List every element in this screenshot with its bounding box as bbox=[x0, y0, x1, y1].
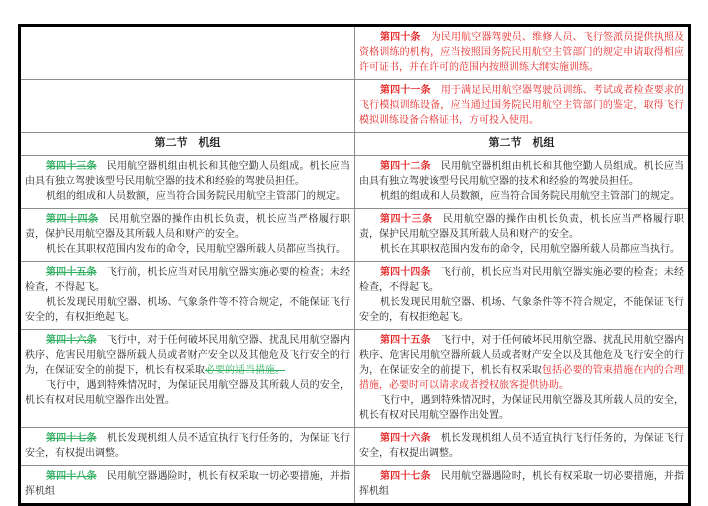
paragraph bbox=[25, 378, 350, 408]
deleted-text: 必要的适当措施。 bbox=[205, 365, 285, 376]
body-text: 机长发现民用航空器、机场、气象条件等不符合规定，不能保证飞行安全的，有权拒绝起飞。 bbox=[25, 297, 350, 323]
article-cell-right bbox=[355, 156, 690, 209]
added-text: 为民用航空器驾驶员、维修人员、飞行签派员提供执照及资格训练的机构，应当按照国务院民用航空主管部门的规定申请取得相应许可证书，并在许可的范围内按照训练大纲实施训练。 bbox=[359, 32, 685, 73]
body-text: 机长发现机组人员不适宜执行飞行任务的，为保证飞行安全，有权提出调整。 bbox=[25, 433, 351, 459]
paragraph bbox=[359, 431, 684, 461]
paragraph bbox=[25, 265, 350, 295]
section-header-row bbox=[20, 133, 690, 156]
article-number-deleted: 第四十五条 bbox=[46, 267, 97, 278]
paragraph bbox=[25, 242, 350, 257]
paragraph bbox=[359, 469, 684, 499]
article-row bbox=[20, 156, 690, 209]
paragraph bbox=[359, 242, 684, 257]
article-cell-left bbox=[20, 209, 355, 262]
article-cell-right bbox=[355, 466, 690, 505]
body-text: 飞行前，机长应当对民用航空器实施必要的检查；未经检查，不得起飞。 bbox=[359, 267, 685, 293]
article-number-deleted: 第四十三条 bbox=[46, 161, 97, 172]
article-row bbox=[20, 80, 690, 133]
article-number-added: 第四十二条 bbox=[380, 161, 431, 172]
law-comparison-table bbox=[18, 24, 691, 506]
body-text: 机长发现机组人员不适宜执行飞行任务的，为保证飞行安全，有权提出调整。 bbox=[359, 433, 685, 459]
section-heading: 第二节 机组 bbox=[488, 137, 555, 149]
body-text: 民用航空器遇险时，机长有权采取一切必要措施，并指挥机组 bbox=[359, 471, 685, 497]
article-number-deleted: 第四十八条 bbox=[46, 471, 97, 482]
added-text: 包括必要的管束措施在内的合理措施，必要时可以请求或者授权旅客提供协助。 bbox=[359, 365, 685, 391]
paragraph bbox=[359, 83, 684, 128]
paragraph bbox=[359, 212, 684, 242]
paragraph bbox=[25, 189, 350, 204]
paragraph bbox=[25, 333, 350, 378]
body-text: 民用航空器机组由机长和其他空勤人员组成。机长应当由具有独立驾驶该型号民用航空器的技术和经验的驾驶员担任。 bbox=[25, 161, 351, 187]
article-cell-left bbox=[20, 156, 355, 209]
article-number-deleted: 第四十七条 bbox=[46, 433, 97, 444]
article-number-added: 第四十五条 bbox=[380, 335, 431, 346]
body-text: 飞行中，遇到特殊情况时，为保证民用航空器及其所载人员的安全，机长有权对民用航空器作出处置。 bbox=[25, 380, 350, 406]
paragraph bbox=[359, 189, 684, 204]
paragraph bbox=[25, 469, 350, 499]
article-number-deleted: 第四十六条 bbox=[46, 335, 97, 346]
paragraph bbox=[359, 393, 684, 423]
paragraph bbox=[25, 295, 350, 325]
article-cell-right bbox=[355, 262, 690, 330]
article-cell-right bbox=[355, 428, 690, 466]
article-number-added: 第四十六条 bbox=[380, 433, 431, 444]
article-cell-right bbox=[355, 26, 690, 80]
paragraph bbox=[359, 30, 684, 75]
article-cell-left bbox=[20, 262, 355, 330]
article-row bbox=[20, 26, 690, 80]
body-text: 民用航空器遇险时，机长有权采取一切必要措施，并指挥机组 bbox=[25, 471, 351, 497]
article-row bbox=[20, 209, 690, 262]
article-cell-right bbox=[355, 330, 690, 428]
body-text: 机长在其职权范围内发布的命令，民用航空器所载人员都应当执行。 bbox=[380, 244, 680, 255]
body-text: 民用航空器的操作由机长负责，机长应当严格履行职责，保护民用航空器及其所载人员和财产的安全。 bbox=[25, 214, 350, 240]
article-cell-right bbox=[355, 209, 690, 262]
article-number-added: 第四十条 bbox=[380, 32, 421, 43]
paragraph bbox=[25, 431, 350, 461]
article-row bbox=[20, 466, 690, 505]
article-cell-left bbox=[20, 466, 355, 505]
paragraph bbox=[359, 295, 684, 325]
body-text: 机长发现民用航空器、机场、气象条件等不符合规定，不能保证飞行安全的，有权拒绝起飞。 bbox=[359, 297, 684, 323]
article-cell-left bbox=[20, 26, 355, 80]
body-text: 飞行前，机长应当对民用航空器实施必要的检查；未经检查，不得起飞。 bbox=[25, 267, 351, 293]
body-text: 机组的组成和人员数额，应当符合国务院民用航空主管部门的规定。 bbox=[46, 191, 346, 202]
article-row bbox=[20, 428, 690, 466]
paragraph bbox=[25, 159, 350, 189]
body-text: 机长在其职权范围内发布的命令，民用航空器所载人员都应当执行。 bbox=[46, 244, 346, 255]
body-text: 飞行中，对于任何破坏民用航空器、扰乱民用航空器内秩序、危害民用航空器所载人员或者财产安全以及其他危及飞行安全的行为，在保证安全的前提下，机长有权采取 bbox=[25, 335, 351, 376]
article-number-added: 第四十三条 bbox=[380, 214, 433, 225]
paragraph bbox=[359, 265, 684, 295]
article-cell-right bbox=[355, 80, 690, 133]
article-cell-left bbox=[20, 428, 355, 466]
article-number-added: 第四十四条 bbox=[380, 267, 431, 278]
article-number-added: 第四十七条 bbox=[380, 471, 431, 482]
article-row bbox=[20, 330, 690, 428]
added-text: 用于满足民用航空器驾驶员训练、考试或者检查要求的飞行模拟训练设备，应当通过国务院民用航空主管部门的鉴定，取得飞行模拟训练设备合格证书，方可投入使用。 bbox=[359, 85, 685, 126]
body-text: 民用航空器的操作由机长负责，机长应当严格履行职责，保护民用航空器及其所载人员和财产的安全。 bbox=[359, 214, 684, 240]
body-text: 机组的组成和人员数额，应当符合国务院民用航空主管部门的规定。 bbox=[380, 191, 680, 202]
article-number-deleted: 第四十四条 bbox=[46, 214, 99, 225]
article-row bbox=[20, 262, 690, 330]
comparison-table-body bbox=[20, 26, 690, 505]
section-cell-right bbox=[355, 133, 690, 156]
article-cell-left bbox=[20, 330, 355, 428]
section-cell-left bbox=[20, 133, 355, 156]
body-text: 飞行中，对于任何破坏民用航空器、扰乱民用航空器内秩序、危害民用航空器所载人员或者财产安全以及其他危及飞行安全的行为，在保证安全的前提下，机长有权采取 bbox=[359, 335, 685, 376]
paragraph bbox=[25, 212, 350, 242]
section-heading: 第二节 机组 bbox=[154, 137, 221, 149]
paragraph bbox=[359, 159, 684, 189]
article-number-added: 第四十一条 bbox=[380, 85, 431, 96]
body-text: 飞行中，遇到特殊情况时，为保证民用航空器及其所载人员的安全，机长有权对民用航空器作出处置。 bbox=[359, 395, 684, 421]
article-cell-left bbox=[20, 80, 355, 133]
paragraph bbox=[359, 333, 684, 393]
body-text: 民用航空器机组由机长和其他空勤人员组成。机长应当由具有独立驾驶该型号民用航空器的技术和经验的驾驶员担任。 bbox=[359, 161, 685, 187]
